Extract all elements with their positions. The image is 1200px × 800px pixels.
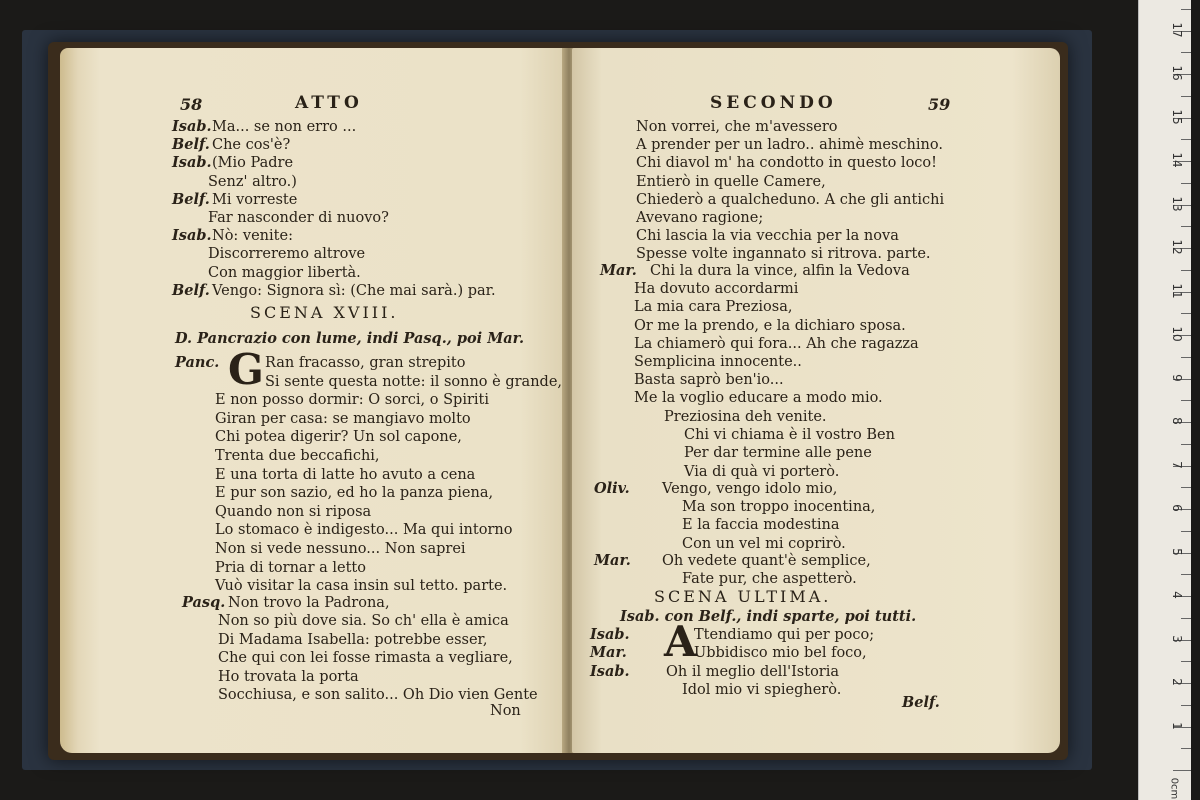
measurement-ruler — [1138, 0, 1191, 800]
dialogue-line: (Mio Padre — [212, 155, 294, 172]
ruler-number: 6 — [1170, 504, 1184, 512]
dialogue-line: Con maggior libertà. — [208, 264, 361, 281]
speaker-label: Isab. — [172, 227, 212, 245]
verse-line: Ho trovata la porta — [218, 668, 359, 685]
speaker-oliv: Oliv. — [594, 480, 630, 497]
dropcap-right: A — [664, 617, 697, 666]
ruler-tick — [1181, 618, 1191, 619]
verse-line: Che qui con lei fosse rimasta a vegliare, — [218, 650, 513, 667]
ruler-number: 1 — [1170, 721, 1184, 730]
ruler-unit: 0cm — [1168, 777, 1180, 800]
verse-line: Non so più dove sia. So ch' ella è amica — [218, 613, 509, 630]
ruler-tick — [1181, 270, 1191, 271]
verse-line: La chiamerò qui fora... Ah che ragazza — [634, 335, 919, 352]
dropcap-left: G — [228, 345, 264, 394]
verse-line: Avevano ragione; — [636, 210, 764, 226]
speaker-label: Belf. — [172, 190, 210, 208]
stage-direction-left: D. Pancrazio con lume, indi Pasq., poi Mar. — [175, 330, 525, 347]
verse-line: E pur son sazio, ed ho la panza piena, — [215, 485, 494, 502]
ruler-tick — [1181, 96, 1191, 97]
ruler-tick — [1181, 487, 1191, 488]
speaker-pasq: Pasq. — [182, 594, 226, 611]
verse-line: E una torta di latte ho avuto a cena — [215, 466, 476, 483]
verse-line: Chiederò a qualcheduno. A che gli antichi — [636, 191, 945, 208]
catchword-right: Belf. — [902, 694, 940, 711]
ruler-number: 4 — [1170, 591, 1184, 599]
ruler-tick — [1181, 313, 1191, 314]
dialogue-line: Senz' altro.) — [208, 173, 297, 190]
speaker-label: Isab. — [590, 662, 630, 680]
verse-line: Pria di tornar a letto — [215, 559, 366, 576]
verse-line: A prender per un ladro.. ahimè meschino. — [636, 137, 943, 154]
dialogue-line: Far nasconder di nuovo? — [208, 210, 389, 226]
verse-line: E la faccia modestina — [682, 517, 840, 534]
dialogue-line: Vengo: Signora sì: (Che mai sarà.) par. — [212, 282, 496, 299]
verse-line: Entierò in quelle Camere, — [636, 173, 826, 190]
verse-line: Chi vi chiama è il vostro Ben — [684, 427, 895, 444]
verse-line: Semplicina innocente.. — [634, 354, 802, 370]
speaker-mar: Mar. — [600, 262, 637, 279]
ruler-tick — [1181, 400, 1191, 401]
scene-title-right: SCENA ULTIMA. — [654, 587, 832, 606]
verse-line: Ma son troppo inocentina, — [682, 499, 876, 516]
verse-line: Chi potea digerir? Un sol capone, — [215, 429, 462, 446]
ruler-tick — [1181, 531, 1191, 532]
ruler-tick — [1181, 139, 1191, 140]
speaker-label: Isab. — [172, 118, 212, 135]
verse-line: Lo stomaco è indigesto... Ma qui intorno — [215, 522, 513, 539]
ruler-number: 5 — [1170, 547, 1184, 556]
speaker-label: Isab. — [590, 626, 630, 643]
speaker-label: Belf. — [172, 281, 210, 299]
ruler-number: 8 — [1170, 417, 1184, 425]
verse-line: Vuò visitar la casa insin sul tetto. parte. — [215, 578, 508, 595]
dialogue-line: Nò: venite: — [212, 228, 293, 245]
ruler-tick — [1181, 705, 1191, 706]
verse-line: Trenta due beccafichi, — [215, 448, 380, 464]
ruler-number: 10 — [1170, 326, 1184, 342]
ruler-tick — [1181, 748, 1191, 749]
speaker-label: Isab. — [172, 154, 212, 172]
verse-line: Ha dovuto accordarmi — [634, 281, 799, 298]
verse-line: Spesse volte ingannato si ritrova. parte. — [636, 246, 931, 263]
dialogue-line: Discorreremo altrove — [208, 246, 366, 263]
verse-line: Giran per casa: se mangiavo molto — [215, 410, 471, 427]
page-number-left: 58 — [180, 95, 203, 114]
page-number-right: 59 — [928, 95, 951, 114]
ruler-tick — [1181, 444, 1191, 445]
dialogue-line: Mi vorreste — [212, 191, 298, 208]
ruler-tick — [1181, 9, 1191, 10]
verse-line: Ttendiamo qui per poco; — [694, 627, 875, 643]
verse-line: Per dar termine alle pene — [684, 445, 872, 462]
ruler-tick — [1181, 357, 1191, 358]
speaker-label: Belf. — [172, 136, 210, 154]
verse-line: Vengo, vengo idolo mio, — [662, 481, 838, 497]
verse-line: Or me la prendo, e la dichiaro sposa. — [634, 317, 906, 334]
catchword-left: Non — [490, 703, 521, 719]
verse-line: Basta saprò ben'io... — [634, 372, 784, 389]
scene-title-left: SCENA XVIII. — [250, 303, 399, 322]
ruler-tick — [1181, 52, 1191, 53]
ruler-number: 15 — [1170, 108, 1184, 125]
running-head-right: SECONDO — [710, 93, 837, 113]
verse-line: Non trovo la Padrona, — [228, 595, 390, 611]
ruler-number: 13 — [1170, 195, 1184, 212]
ruler-number: 12 — [1170, 239, 1184, 255]
left-page — [60, 48, 565, 753]
ruler-number: 17 — [1170, 21, 1184, 38]
verse-line: Via di quà vi porterò. — [684, 463, 840, 480]
right-page — [572, 48, 1060, 753]
verse-line: Me la voglio educare a modo mio. — [634, 390, 883, 407]
verse-line: La mia cara Preziosa, — [634, 299, 793, 316]
verse-line: Oh vedete quant'è semplice, — [662, 553, 871, 569]
dialogue-line: Ma... se non erro ... — [212, 119, 357, 135]
verse-line: Di Madama Isabella: potrebbe esser, — [218, 631, 488, 648]
speaker-mar-2: Mar. — [594, 552, 631, 569]
ruler-tick — [1173, 770, 1191, 771]
ruler-number: 16 — [1170, 65, 1184, 81]
ruler-tick — [1181, 183, 1191, 184]
verse-line: Chi la dura la vince, alfin la Vedova — [650, 263, 910, 279]
verse-line: Si sente questa notte: il sonno è grande, — [265, 373, 563, 390]
ruler-tick — [1181, 661, 1191, 662]
ruler-number: 2 — [1170, 678, 1184, 686]
verse-line: E non posso dormir: O sorci, o Spiriti — [215, 392, 489, 409]
verse-line: Preziosina deh venite. — [664, 409, 827, 425]
ruler-number: 3 — [1170, 634, 1184, 643]
speaker-label: Mar. — [590, 644, 627, 662]
ruler-number: 14 — [1170, 152, 1184, 168]
verse-line: Fate pur, che aspetterò. — [682, 571, 857, 588]
verse-line: Ran fracasso, gran strepito — [265, 355, 466, 371]
verse-line: Oh il meglio dell'Istoria — [666, 663, 840, 680]
verse-line: Ubbidisco mio bel foco, — [694, 645, 867, 662]
verse-line: Quando non si riposa — [215, 503, 372, 520]
ruler-number: 7 — [1170, 460, 1184, 469]
ruler-number: 11 — [1170, 282, 1184, 299]
ruler-tick — [1181, 226, 1191, 227]
speaker-panc: Panc. — [175, 354, 220, 371]
verse-line: Non si vede nessuno... Non saprei — [215, 541, 466, 557]
dialogue-line: Che cos'è? — [212, 137, 291, 154]
verse-line: Non vorrei, che m'avessero — [636, 119, 838, 135]
verse-line: Socchiusa, e son salito... Oh Dio vien Gente — [218, 687, 538, 703]
stage-direction-right: Isab. con Belf., indi sparte, poi tutti. — [620, 608, 917, 625]
ruler-number: 9 — [1170, 373, 1184, 382]
running-head-left: ATTO — [295, 93, 363, 113]
verse-line: Idol mio vi spiegherò. — [682, 682, 842, 699]
verse-line: Chi diavol m' ha condotto in questo loco! — [636, 155, 937, 172]
ruler-tick — [1181, 574, 1191, 575]
verse-line: Chi lascia la via vecchia per la nova — [636, 228, 899, 245]
verse-line: Con un vel mi coprirò. — [682, 535, 846, 552]
